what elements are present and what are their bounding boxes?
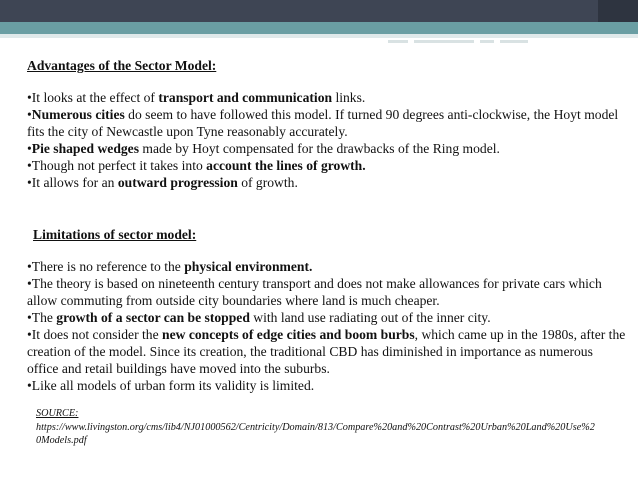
decorative-stripes [388,38,528,48]
source-label: SOURCE: [36,408,79,419]
limitations-heading: Limitations of sector model: [33,227,197,242]
list-item: •It does not consider the new concepts of edge cities and boom burbs, which came up in the 1980s, after the creation of the model. Since its creation, the traditional CBD has diminished in importance as numerous office and retail buildings have moved into the suburbs. [27,327,626,376]
source-url: https://www.livingston.org/cms/lib4/NJ01000562/Centricity/Domain/813/Compare%20and%20Contrast%20Urban%20Land%20Use%20Models.pdf [36,421,595,446]
slide-body [27,57,627,394]
teal-band [0,22,638,34]
advantages-heading: Advantages of the Sector Model: [27,58,217,73]
light-band [0,34,638,38]
list-item: •Pie shaped wedges made by Hoyt compensated for the drawbacks of the Ring model. [27,141,500,156]
list-item: •Like all models of urban form its validity is limited. [27,378,315,393]
list-item: •It allows for an outward progression of growth. [27,175,298,190]
list-item: •Though not perfect it takes into account the lines of growth. [27,158,366,173]
list-item: •It looks at the effect of transport and communication links. [27,90,366,105]
advantages-list [27,89,627,191]
list-item: •There is no reference to the physical environment. [27,259,313,274]
list-item: •The growth of a sector can be stopped with land use radiating out of the inner city. [27,310,491,325]
source-citation [36,407,596,448]
list-item: •Numerous cities do seem to have followed this model. If turned 90 degrees anti-clockwise, the Hoyt model fits the city of Newcastle upon Tyne reasonably accurately. [27,107,619,139]
limitations-list [27,258,627,394]
top-banner [0,0,638,22]
list-item: •The theory is based on nineteenth century transport and does not make allowances for private cars which allow commuting from outside city boundaries where land is much cheaper. [27,276,602,308]
top-banner-accent [598,0,638,22]
